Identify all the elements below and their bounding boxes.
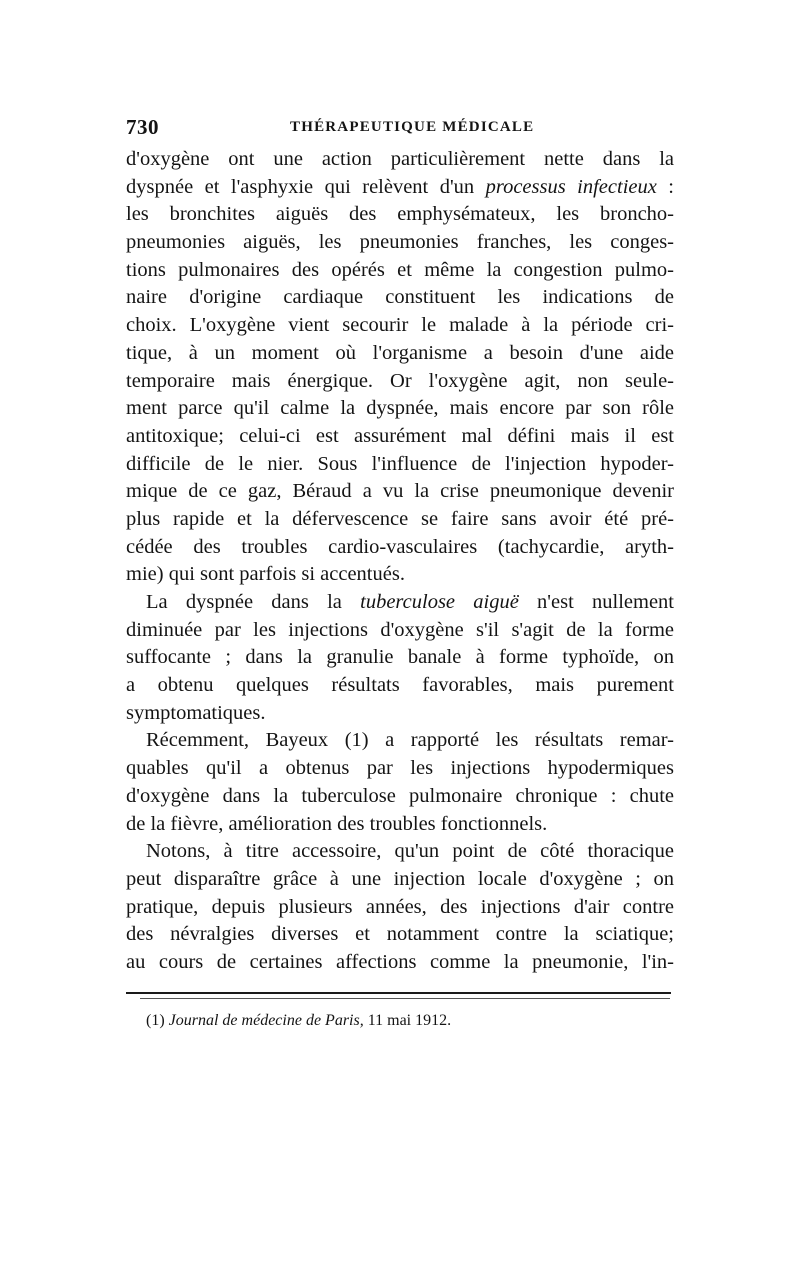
text-line [126, 174, 674, 202]
text-line: d'oxygène ont une action particulièrement nette dans la [126, 148, 674, 170]
text-line: diminuée par les injections d'oxygène s'il s'agit de la forme [126, 618, 674, 641]
text-line: Récemment, Bayeux (1) a rapporté les résultats remar- [146, 729, 674, 752]
text-line: choix. L'oxygène vient secourir le malade à la période cri- [126, 314, 674, 337]
footnote-marker: (1) [146, 1012, 169, 1029]
text-line: plus rapide et la défervescence se faire sans avoir été pré- [126, 507, 674, 530]
text-line: des névralgies diverses et notamment contre la sciatique; [126, 923, 674, 946]
italic-fragment: tuberculose aiguë [360, 591, 519, 613]
text-line: les bronchites aiguës des emphysémateux, les broncho- [126, 203, 674, 226]
text-line: au cours de certaines affections comme la pneumonie, l'in- [126, 950, 674, 973]
page-number: 730 [126, 115, 159, 139]
text-line: naire d'origine cardiaque constituent les indications de [126, 286, 674, 309]
text-line: peut disparaître grâce à une injection locale d'oxygène ; on [126, 867, 674, 890]
text-fragment: : [656, 175, 674, 198]
footnote [146, 1010, 451, 1032]
footnote-source: Journal de médecine de Paris, [168, 1012, 364, 1029]
body-text [126, 146, 674, 977]
running-head [126, 115, 674, 141]
text-line: difficile de le nier. Sous l'influence de l'injection hypoder- [126, 452, 674, 475]
text-line: suffocante ; dans la granulie banale à forme typhoïde, on [126, 646, 674, 669]
text-line [126, 589, 674, 617]
text-fragment: n'est nullement [518, 591, 674, 613]
running-title: THÉRAPEUTIQUE MÉDICALE [290, 119, 535, 135]
footnote-divider-thin [140, 998, 670, 999]
text-line: antitoxique; celui-ci est assurément mal défini mais il est [126, 424, 674, 447]
text-line: cédée des troubles cardio-vasculaires (tachycardie, aryth- [126, 535, 674, 558]
text-line: temporaire mais énergique. Or l'oxygène agit, non seule- [126, 369, 674, 392]
text-line: quables qu'il a obtenus par les injections hypodermiques [126, 757, 674, 780]
text-line: Notons, à titre accessoire, qu'un point de côté thoracique [146, 840, 674, 863]
text-line: tique, à un moment où l'organisme a besoin d'une aide [126, 341, 674, 364]
text-line: mique de ce gaz, Béraud a vu la crise pneumonique devenir [126, 480, 674, 503]
text-line: symptomatiques. [126, 701, 266, 724]
text-line: pratique, depuis plusieurs années, des injections d'air contre [126, 895, 674, 918]
footnote-details: 11 mai 1912. [363, 1012, 452, 1029]
italic-fragment: processus infectieux [485, 175, 657, 198]
text-line: a obtenu quelques résultats favorables, mais purement [126, 674, 674, 697]
footnote-divider [126, 992, 671, 994]
text-line: mie) qui sont parfois si accentués. [126, 563, 405, 586]
text-fragment: dyspnée et l'asphyxie qui relèvent d'un [126, 175, 486, 198]
text-line: tions pulmonaires des opérés et même la congestion pulmo- [126, 258, 674, 281]
text-line: pneumonies aiguës, les pneumonies franches, les conges- [126, 231, 674, 254]
text-line: d'oxygène dans la tuberculose pulmonaire chronique : chute [126, 784, 674, 807]
text-line: de la fièvre, amélioration des troubles fonctionnels. [126, 812, 548, 835]
text-line: ment parce qu'il calme la dyspnée, mais encore par son rôle [126, 397, 674, 420]
text-fragment: La dyspnée dans la [146, 591, 361, 613]
